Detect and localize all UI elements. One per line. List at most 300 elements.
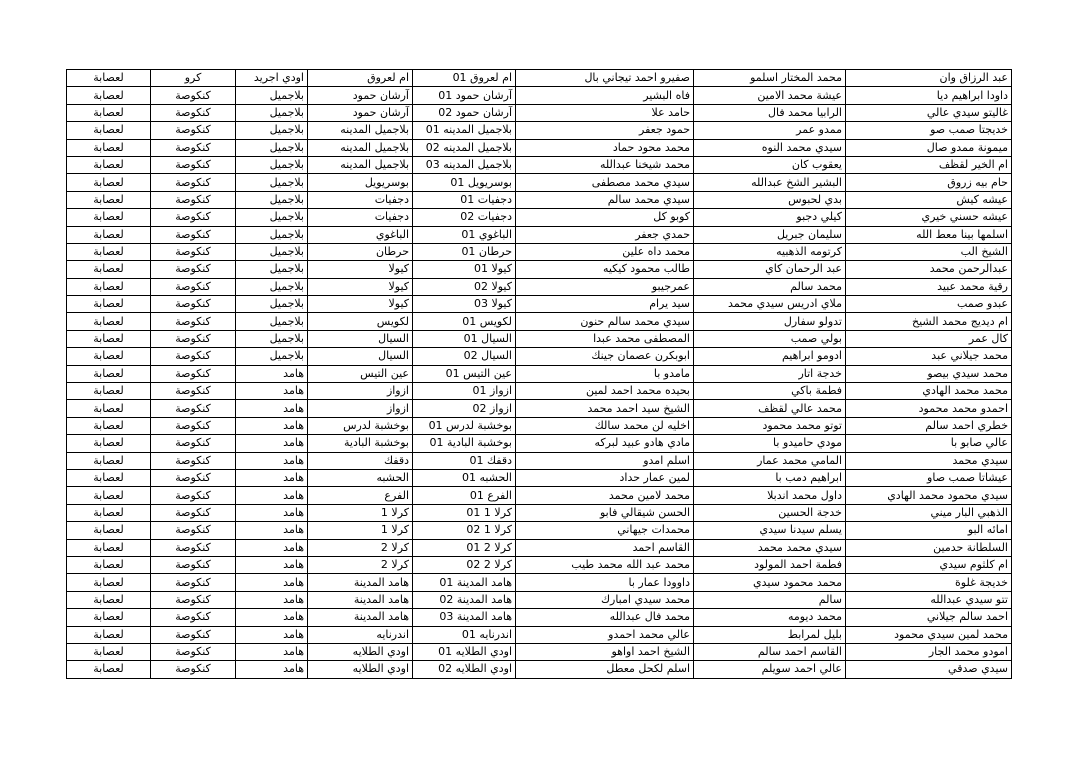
wilaya-cell: لعصابة [67,539,151,556]
department-cell: كنكوصة [151,296,236,313]
name-cell: سيدي محمود محمد الهادي [846,487,1012,504]
commune-cell: هامد [236,661,308,678]
office-cell: حرطان 01 [413,243,516,260]
office-cell: آرشان حمود 02 [413,104,516,121]
department-cell: كنكوصة [151,417,236,434]
guardian-cell: محمد المختار اسلمو [694,70,846,87]
wilaya-cell: لعصابة [67,139,151,156]
wilaya-cell: لعصابة [67,330,151,347]
supervisor-cell: طالب محمود كيكيه [516,261,694,278]
office-cell: كيولا 01 [413,261,516,278]
center-cell: كرلا 2 [308,539,413,556]
wilaya-cell: لعصابة [67,556,151,573]
office-cell: لكويس 01 [413,313,516,330]
center-cell: اودي الطلايه [308,643,413,660]
center-cell: الفرع [308,487,413,504]
guardian-cell: تدولو سفارل [694,313,846,330]
name-cell: محمد محمد الهادي [846,383,1012,400]
center-cell: هامد المدينة [308,574,413,591]
commune-cell: هامد [236,469,308,486]
commune-cell: بلاجميل [236,296,308,313]
table-row [67,104,1012,121]
commune-cell: بلاجميل [236,139,308,156]
table-row [67,313,1012,330]
wilaya-cell: لعصابة [67,296,151,313]
office-cell: دقفك 01 [413,452,516,469]
department-cell: كنكوصة [151,556,236,573]
wilaya-cell: لعصابة [67,104,151,121]
wilaya-cell: لعصابة [67,226,151,243]
office-cell: كرلا 2 02 [413,556,516,573]
department-cell: كنكوصة [151,348,236,365]
name-cell: ميمونة ممدو صال [846,139,1012,156]
department-cell: كنكوصة [151,539,236,556]
table-row [67,243,1012,260]
data-table [66,69,1012,679]
table-row [67,330,1012,347]
wilaya-cell: لعصابة [67,417,151,434]
table-row [67,452,1012,469]
supervisor-cell: صفيرو احمد تيجاني بال [516,70,694,87]
guardian-cell: المامي محمد عمار [694,452,846,469]
wilaya-cell: لعصابة [67,609,151,626]
guardian-cell: فطمة باكي [694,383,846,400]
guardian-cell: عالي احمد سويلم [694,661,846,678]
name-cell: عبد الرزاق وان [846,70,1012,87]
guardian-cell: عيشة محمد الامين [694,87,846,104]
center-cell: اودي الطلايه [308,661,413,678]
name-cell: رقية محمد عبيد [846,278,1012,295]
office-cell: بوسريويل 01 [413,174,516,191]
office-cell: دجفيات 02 [413,209,516,226]
commune-cell: هامد [236,591,308,608]
office-cell: كرلا 1 01 [413,504,516,521]
table-row [67,539,1012,556]
guardian-cell: خدجة الحسين [694,504,846,521]
department-cell: كنكوصة [151,139,236,156]
supervisor-cell: محمد محود حماد [516,139,694,156]
department-cell: كنكوصة [151,87,236,104]
table-row [67,87,1012,104]
table-row [67,156,1012,173]
name-cell: احمدو محمد محمود [846,400,1012,417]
center-cell: ازواز [308,383,413,400]
supervisor-cell: الحسن شيقالي فابو [516,504,694,521]
office-cell: بوخشبة لدرس 01 [413,417,516,434]
name-cell: عيشاتا صمب صاو [846,469,1012,486]
center-cell: ازواز [308,400,413,417]
guardian-cell: ابراهيم دمب با [694,469,846,486]
office-cell: كرلا 2 01 [413,539,516,556]
supervisor-cell: محمد فال عبدالله [516,609,694,626]
office-cell: كيولا 02 [413,278,516,295]
name-cell: سيدي محمد [846,452,1012,469]
wilaya-cell: لعصابة [67,522,151,539]
guardian-cell: ملاي ادريس سيدي محمد [694,296,846,313]
name-cell: ام ديديج محمد الشيخ [846,313,1012,330]
center-cell: السيال [308,348,413,365]
guardian-cell: بولي صمب [694,330,846,347]
table-row [67,122,1012,139]
wilaya-cell: لعصابة [67,348,151,365]
office-cell: كيولا 03 [413,296,516,313]
supervisor-cell: مادي هادو عبيد لبركه [516,435,694,452]
name-cell: امائه البو [846,522,1012,539]
center-cell: دجفيات [308,209,413,226]
wilaya-cell: لعصابة [67,70,151,87]
name-cell: اسلمها بينا معط الله [846,226,1012,243]
commune-cell: بلاجميل [236,313,308,330]
department-cell: كنكوصة [151,174,236,191]
commune-cell: هامد [236,452,308,469]
name-cell: ام كلثوم سيدي [846,556,1012,573]
wilaya-cell: لعصابة [67,278,151,295]
commune-cell: هامد [236,504,308,521]
guardian-cell: محمد ديومه [694,609,846,626]
department-cell: كنكوصة [151,400,236,417]
guardian-cell: يعقوب كان [694,156,846,173]
department-cell: كنكوصة [151,156,236,173]
wilaya-cell: لعصابة [67,626,151,643]
name-cell: حام بيه زروق [846,174,1012,191]
department-cell: كنكوصة [151,243,236,260]
table-row [67,400,1012,417]
commune-cell: بلاجميل [236,348,308,365]
supervisor-cell: بحيده محمد احمد لمين [516,383,694,400]
table-row [67,609,1012,626]
name-cell: السلطانة حدمين [846,539,1012,556]
table-row [67,278,1012,295]
guardian-cell: توتو محمد محمود [694,417,846,434]
department-cell: كنكوصة [151,452,236,469]
department-cell: كنكوصة [151,209,236,226]
name-cell: ام الخير لقظف [846,156,1012,173]
center-cell: دقفك [308,452,413,469]
table-row [67,296,1012,313]
guardian-cell: خدجة اتار [694,365,846,382]
center-cell: آرشان حمود [308,104,413,121]
guardian-cell: سليمان جبريل [694,226,846,243]
commune-cell: هامد [236,417,308,434]
supervisor-cell: اخليه لن محمد سالك [516,417,694,434]
supervisor-cell: مامدو با [516,365,694,382]
commune-cell: هامد [236,643,308,660]
supervisor-cell: القاسم احمد [516,539,694,556]
office-cell: اودي الطلايه 02 [413,661,516,678]
table-row [67,504,1012,521]
department-cell: كنكوصة [151,626,236,643]
guardian-cell: كرتومه الذهبيه [694,243,846,260]
supervisor-cell: داوودا عمار با [516,574,694,591]
department-cell: كنكوصة [151,278,236,295]
supervisor-cell: المصطفى محمد عبدا [516,330,694,347]
center-cell: بلاجميل المدينه [308,139,413,156]
table-row [67,139,1012,156]
commune-cell: بلاجميل [236,122,308,139]
office-cell: بوخشبة البادية 01 [413,435,516,452]
department-cell: كنكوصة [151,591,236,608]
department-cell: كنكوصة [151,383,236,400]
supervisor-cell: حامد علا [516,104,694,121]
supervisor-cell: سيدي محمد مصطفى [516,174,694,191]
name-cell: عبدالرحمن محمد [846,261,1012,278]
guardian-cell: فطمة احمد المولود [694,556,846,573]
office-cell: بلاجميل المدينه 01 [413,122,516,139]
commune-cell: هامد [236,609,308,626]
name-cell: داودا ابراهيم ديا [846,87,1012,104]
department-cell: كنكوصة [151,104,236,121]
center-cell: دجفيات [308,191,413,208]
commune-cell: هامد [236,435,308,452]
supervisor-cell: عالي محمد احمدو [516,626,694,643]
office-cell: بلاجميل المدينه 02 [413,139,516,156]
office-cell: الباغوي 01 [413,226,516,243]
center-cell: كيولا [308,296,413,313]
commune-cell: هامد [236,626,308,643]
guardian-cell: بدي لحبوس [694,191,846,208]
supervisor-cell: محمد سيدي امبارك [516,591,694,608]
department-cell: كنكوصة [151,504,236,521]
supervisor-cell: عمرجيبو [516,278,694,295]
supervisor-cell: سيدي محمد سالم [516,191,694,208]
name-cell: غاليتو سيدي عالي [846,104,1012,121]
wilaya-cell: لعصابة [67,383,151,400]
table-row [67,209,1012,226]
wilaya-cell: لعصابة [67,243,151,260]
wilaya-cell: لعصابة [67,487,151,504]
table-row [67,261,1012,278]
office-cell: دجفيات 01 [413,191,516,208]
table-row [67,487,1012,504]
supervisor-cell: حمدي جعفر [516,226,694,243]
supervisor-cell: كوبو كل [516,209,694,226]
center-cell: بوخشبة لدرس [308,417,413,434]
center-cell: كيولا [308,278,413,295]
wilaya-cell: لعصابة [67,452,151,469]
center-cell: اندرنايه [308,626,413,643]
supervisor-cell: محمد داه علين [516,243,694,260]
wilaya-cell: لعصابة [67,313,151,330]
commune-cell: اودي اجريد [236,70,308,87]
center-cell: حرطان [308,243,413,260]
department-cell: كنكوصة [151,365,236,382]
office-cell: ام لعروق 01 [413,70,516,87]
guardian-cell: بليل لمرابط [694,626,846,643]
table-row [67,574,1012,591]
center-cell: السيال [308,330,413,347]
wilaya-cell: لعصابة [67,87,151,104]
commune-cell: هامد [236,487,308,504]
commune-cell: بلاجميل [236,156,308,173]
center-cell: كيولا [308,261,413,278]
supervisor-cell: لمين عمار حداد [516,469,694,486]
wilaya-cell: لعصابة [67,191,151,208]
department-cell: كنكوصة [151,643,236,660]
department-cell: كنكوصة [151,313,236,330]
commune-cell: بلاجميل [236,209,308,226]
center-cell: لكويس [308,313,413,330]
name-cell: عالي صابو با [846,435,1012,452]
name-cell: امودو محمد الجار [846,643,1012,660]
name-cell: محمد جيلاني عبد [846,348,1012,365]
wilaya-cell: لعصابة [67,435,151,452]
name-cell: سيدي صدقي [846,661,1012,678]
wilaya-cell: لعصابة [67,643,151,660]
name-cell: خطري احمد سالم [846,417,1012,434]
office-cell: اندرنايه 01 [413,626,516,643]
commune-cell: بلاجميل [236,87,308,104]
guardian-cell: سيدي محمد محمد [694,539,846,556]
office-cell: السيال 01 [413,330,516,347]
wilaya-cell: لعصابة [67,156,151,173]
office-cell: كرلا 1 02 [413,522,516,539]
department-cell: كرو [151,70,236,87]
office-cell: ازواز 02 [413,400,516,417]
guardian-cell: ادومو ابراهيم [694,348,846,365]
wilaya-cell: لعصابة [67,661,151,678]
commune-cell: بلاجميل [236,191,308,208]
table-row [67,661,1012,678]
supervisor-cell: محمدات جيهاني [516,522,694,539]
commune-cell: بلاجميل [236,104,308,121]
guardian-cell: سالم [694,591,846,608]
commune-cell: بلاجميل [236,330,308,347]
department-cell: كنكوصة [151,574,236,591]
supervisor-cell: حمود جعفر [516,122,694,139]
department-cell: كنكوصة [151,122,236,139]
center-cell: الحشبه [308,469,413,486]
office-cell: بلاجميل المدينه 03 [413,156,516,173]
guardian-cell: محمد سالم [694,278,846,295]
guardian-cell: ممدو عمر [694,122,846,139]
center-cell: بوسريويل [308,174,413,191]
center-cell: هامد المدينة [308,591,413,608]
guardian-cell: عبد الرحمان كاي [694,261,846,278]
center-cell: ام لعروق [308,70,413,87]
office-cell: ازواز 01 [413,383,516,400]
name-cell: الشيخ الب [846,243,1012,260]
commune-cell: هامد [236,365,308,382]
office-cell: السيال 02 [413,348,516,365]
guardian-cell: الرابيا محمد فال [694,104,846,121]
name-cell: عيشه كيش [846,191,1012,208]
table-row [67,556,1012,573]
department-cell: كنكوصة [151,226,236,243]
wilaya-cell: لعصابة [67,591,151,608]
guardian-cell: محمد عالي لقظف [694,400,846,417]
office-cell: الفرع 01 [413,487,516,504]
table-row [67,383,1012,400]
wilaya-cell: لعصابة [67,261,151,278]
table-body [67,70,1012,679]
center-cell: عين التيس [308,365,413,382]
table-row [67,626,1012,643]
center-cell: بوخشبة البادية [308,435,413,452]
supervisor-cell: محمد لامين محمد [516,487,694,504]
guardian-cell: سيدي محمد النوه [694,139,846,156]
office-cell: آرشان حمود 01 [413,87,516,104]
guardian-cell: مودي حاميدو با [694,435,846,452]
table-row [67,70,1012,87]
center-cell: بلاجميل المدينه [308,156,413,173]
supervisor-cell: فاه البشير [516,87,694,104]
center-cell: الباغوي [308,226,413,243]
table-row [67,365,1012,382]
wilaya-cell: لعصابة [67,209,151,226]
wilaya-cell: لعصابة [67,504,151,521]
department-cell: كنكوصة [151,487,236,504]
commune-cell: بلاجميل [236,243,308,260]
name-cell: تتو سيدي عبدالله [846,591,1012,608]
commune-cell: هامد [236,574,308,591]
wilaya-cell: لعصابة [67,574,151,591]
office-cell: الحشبه 01 [413,469,516,486]
department-cell: كنكوصة [151,469,236,486]
guardian-cell: محمد محمود سيدي [694,574,846,591]
department-cell: كنكوصة [151,522,236,539]
commune-cell: هامد [236,400,308,417]
table-row [67,417,1012,434]
supervisor-cell: محمد شيخنا عبدالله [516,156,694,173]
name-cell: احمد سالم جيلاني [846,609,1012,626]
guardian-cell: القاسم احمد سالم [694,643,846,660]
commune-cell: بلاجميل [236,226,308,243]
name-cell: محمد لمين سيدي محمود [846,626,1012,643]
commune-cell: بلاجميل [236,261,308,278]
center-cell: بلاجميل المدينه [308,122,413,139]
wilaya-cell: لعصابة [67,174,151,191]
name-cell: خديجتا صمب صو [846,122,1012,139]
office-cell: هامد المدينة 03 [413,609,516,626]
table-row [67,469,1012,486]
department-cell: كنكوصة [151,191,236,208]
supervisor-cell: محمد عبد الله محمد طيب [516,556,694,573]
center-cell: كرلا 2 [308,556,413,573]
supervisor-cell: اسلم لكحل معطل [516,661,694,678]
office-cell: هامد المدينة 02 [413,591,516,608]
name-cell: خديجة غلوة [846,574,1012,591]
commune-cell: بلاجميل [236,278,308,295]
guardian-cell: البشير الشخ عبدالله [694,174,846,191]
center-cell: كرلا 1 [308,522,413,539]
commune-cell: هامد [236,556,308,573]
center-cell: آرشان حمود [308,87,413,104]
guardian-cell: داول محمد اندبلا [694,487,846,504]
table-row [67,191,1012,208]
supervisor-cell: الشيخ احمد اواهو [516,643,694,660]
name-cell: محمد سيدي بيصو [846,365,1012,382]
department-cell: كنكوصة [151,435,236,452]
supervisor-cell: اسلم امدو [516,452,694,469]
table-row [67,435,1012,452]
name-cell: عبدو صمب [846,296,1012,313]
wilaya-cell: لعصابة [67,469,151,486]
table-row [67,174,1012,191]
table-row [67,591,1012,608]
supervisor-cell: ابوبكرن عصمان جينك [516,348,694,365]
department-cell: كنكوصة [151,330,236,347]
department-cell: كنكوصة [151,261,236,278]
department-cell: كنكوصة [151,661,236,678]
department-cell: كنكوصة [151,609,236,626]
supervisor-cell: الشيخ سيد احمد محمد [516,400,694,417]
office-cell: عين التيس 01 [413,365,516,382]
wilaya-cell: لعصابة [67,365,151,382]
commune-cell: بلاجميل [236,174,308,191]
commune-cell: هامد [236,522,308,539]
table-row [67,348,1012,365]
supervisor-cell: سيد يرام [516,296,694,313]
